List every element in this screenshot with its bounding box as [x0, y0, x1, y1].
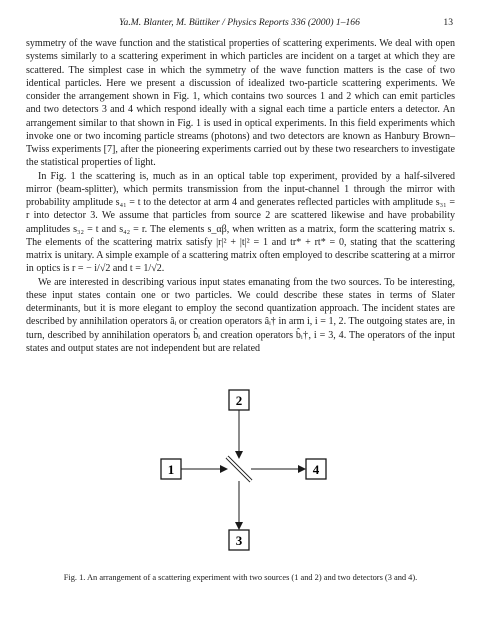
source-1-label: 1 — [167, 462, 175, 477]
journal-citation: Ya.M. Blanter, M. Büttiker / Physics Reports 336 (2000) 1–166 — [119, 17, 360, 28]
source-2-box — [229, 390, 249, 410]
detector-3-label: 3 — [235, 533, 243, 548]
running-header — [26, 17, 453, 31]
page-number: 13 — [443, 17, 453, 28]
detector-4-label: 4 — [312, 462, 320, 477]
detector-4-box — [306, 459, 326, 479]
body-text — [26, 37, 455, 355]
source-2-label: 2 — [235, 393, 243, 408]
paragraph-1: symmetry of the wave function and the statistical properties of scattering experiments. We deal with open systems similarly to a scattering experiment in which particles are incident on a target at which they are scattered. The simplest case in which the symmetry of the wave function matters is the case of two identical particles. Here we present a discussion of idealized two-particle scattering experiments. We consider the arrangement shown in Fig. 1, which contains two sources 1 and 2 which can emit particles and two detectors 3 and 4 which respond ideally with a signal each time a particle enters a detector. An arrangement similar to that shown in Fig. 1 is used in optical experiments. In this field experiments which invoke one or two incoming particle streams (photons) and two detectors are known as Hanbury Brown–Twiss experiments [7], after the pioneering experiments carried out by these two researchers to investigate the statistical properties of light. — [26, 38, 455, 169]
figure-1 — [150, 388, 340, 568]
figure-caption: Fig. 1. An arrangement of a scattering experiment with two sources (1 and 2) and two detectors (3 and 4). — [63, 573, 418, 582]
scattering-diagram — [150, 388, 340, 568]
paragraph-3: We are interested in describing various input states emanating from the two sources. To be interesting, these input states contain one or two particles. We could describe these states in terms of Slater determinants, but it is more elegant to employ the second quantization approach. The incident states are described by annihilation operators âᵢ or creation operators âᵢ† in arm i, i = 1, 2. The outgoing states are, in turn, described by annihilation operators b̂ᵢ and creation operators b̂ᵢ†, i = 3, 4. The operators of the input states and output states are not independent but are related — [26, 276, 455, 354]
beam-splitter-mirror — [227, 457, 251, 481]
source-1-box — [161, 459, 181, 479]
detector-3-box — [229, 530, 249, 550]
paragraph-2: In Fig. 1 the scattering is, much as in an optical table top experiment, provided by a half-silvered mirror (beam-splitter), which permits transmission from the input-channel 1 through the mirror with probability amplitude s₄₁ = t to the detector at arm 4 and generates reflected particles with amplitude s₃₁ = r into detector 3. We assume that particles from source 2 are scattered likewise and have probability amplitudes s₃₂ = t and s₄₂ = r. The elements s_αβ, when written as a matrix, form the scattering matrix s. The elements of the scattering matrix satisfy |r|² + |t|² = 1 and tr* + rt* = 0, stating that the scattering matrix is unitary. A simple example of a scattering matrix often employed to describe scattering at a mirror in optics is r = − i/√2 and t = 1/√2. — [26, 170, 455, 275]
